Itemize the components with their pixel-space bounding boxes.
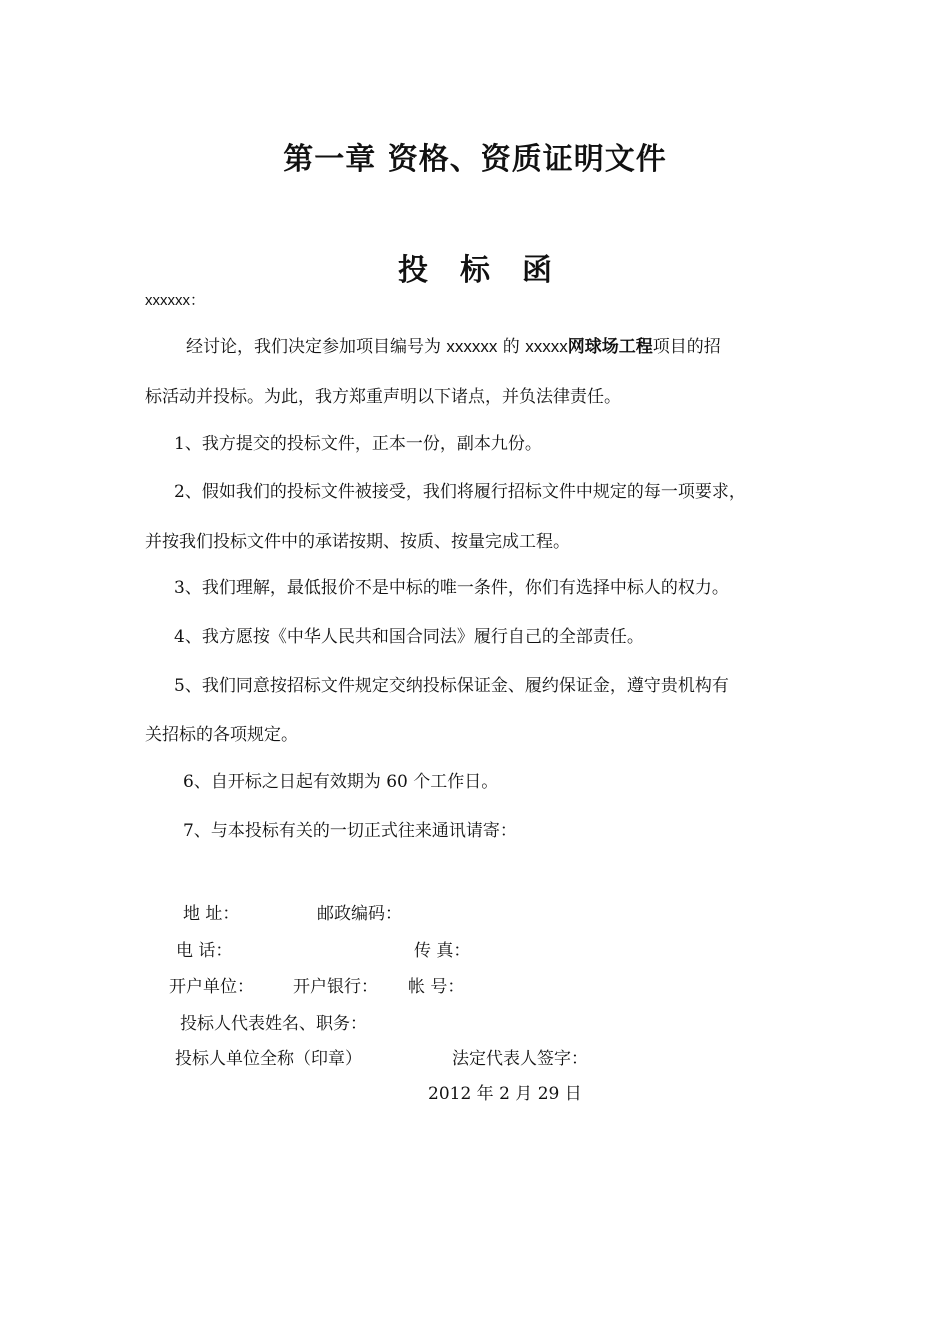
bank-label: 开户银行：: [293, 977, 378, 997]
intro-pre: 经讨论，我们决定参加项目编号为: [186, 337, 447, 357]
intro-line-1: [186, 336, 721, 358]
item-5-line-2: 关招标的各项规定。: [145, 725, 298, 745]
project-number: xxxxxx: [446, 337, 498, 356]
item-2-line-2: 并按我们投标文件中的承诺按期、按质、按量完成工程。: [145, 532, 570, 552]
fax-label: 传 真：: [414, 941, 471, 961]
item-2-line-1: 2、假如我们的投标文件被接受，我们将履行招标文件中规定的每一项要求，: [174, 482, 746, 502]
account-number-label: 帐 号：: [408, 977, 465, 997]
letter-title: 投标函: [398, 253, 584, 288]
representative-label: 投标人代表姓名、职务：: [180, 1014, 367, 1034]
company-name-label: 投标人单位全称（印章）: [175, 1049, 362, 1069]
project-name: 网球场工程: [567, 337, 653, 357]
chapter-title: 第一章 资格、资质证明文件: [283, 142, 667, 177]
intro-line-2: 标活动并投标。为此，我方郑重声明以下诸点，并负法律责任。: [145, 387, 621, 407]
item-5-line-1: 5、我们同意按招标文件规定交纳投标保证金、履约保证金，遵守贵机构有: [174, 676, 729, 696]
intro-mid: 的: [497, 337, 526, 357]
item-1: 1、我方提交的投标文件，正本一份，副本九份。: [174, 434, 542, 454]
date: 2012 年 2 月 29 日: [428, 1084, 582, 1104]
addressee: xxxxxx：: [145, 292, 206, 309]
phone-label: 电 话：: [176, 941, 233, 961]
postcode-label: 邮政编码：: [317, 904, 402, 924]
account-unit-label: 开户单位：: [169, 977, 254, 997]
item-6: 6、自开标之日起有效期为 60 个工作日。: [183, 772, 499, 792]
legal-signature-label: 法定代表人签字：: [452, 1049, 588, 1069]
project-name-prefix: xxxxx: [525, 337, 568, 356]
item-7: 7、与本投标有关的一切正式往来通讯请寄：: [183, 821, 517, 841]
item-3: 3、我们理解，最低报价不是中标的唯一条件，你们有选择中标人的权力。: [174, 578, 729, 598]
item-4: 4、我方愿按《中华人民共和国合同法》履行自己的全部责任。: [174, 627, 644, 647]
intro-post: 项目的招: [652, 337, 721, 357]
address-label: 地 址：: [183, 904, 240, 924]
